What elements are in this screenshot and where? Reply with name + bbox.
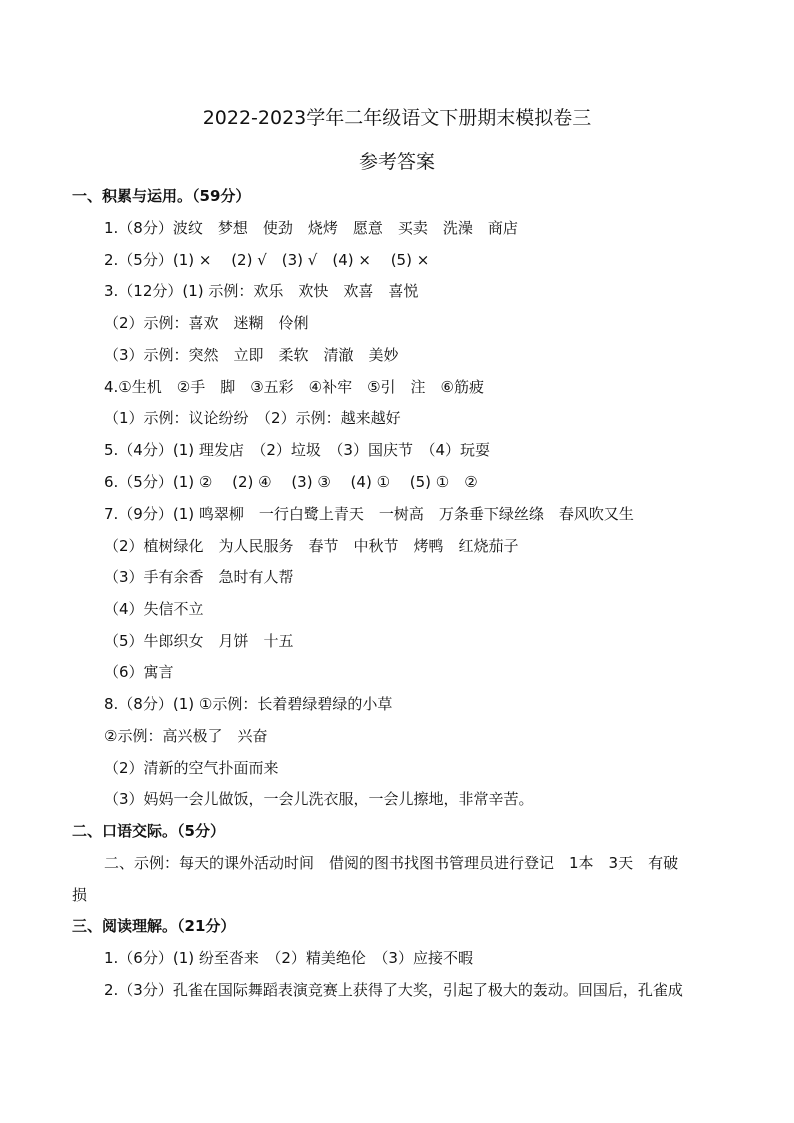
document-title: 2022-2023学年二年级语文下册期末模拟卷三 xyxy=(202,107,592,129)
answer-line: （3）示例：突然 立即 柔软 清澈 美妙 xyxy=(104,346,399,364)
answer-line: 4.①生机 ②手 脚 ③五彩 ④补牢 ⑤引 注 ⑥筋疲 xyxy=(104,378,484,396)
answer-line: （3）手有余香 急时有人帮 xyxy=(104,568,294,586)
answer-line: 3.（12分）(1) 示例：欢乐 欢快 欢喜 喜悦 xyxy=(104,282,419,300)
answer-line: 5.（4分）(1) 理发店 （2）垃圾 （3）国庆节 （4）玩耍 xyxy=(104,441,491,459)
answer-line: 1.（8分）波纹 梦想 使劲 烧烤 愿意 买卖 洗澡 商店 xyxy=(104,219,518,237)
answer-line: （4）失信不立 xyxy=(104,600,204,618)
section-3-heading: 三、阅读理解。（21分） xyxy=(72,917,236,935)
answer-line: （5）牛郎织女 月饼 十五 xyxy=(104,632,294,650)
answer-line: （6）寓言 xyxy=(104,663,174,681)
answer-line: 8.（8分）(1) ①示例：长着碧绿碧绿的小草 xyxy=(104,695,393,713)
answer-line: 1.（6分）(1) 纷至沓来 （2）精美绝伦 （3）应接不暇 xyxy=(104,949,473,967)
answer-line: （2）示例：喜欢 迷糊 伶俐 xyxy=(104,314,309,332)
answer-line: 6.（5分）(1) ② (2) ④ (3) ③ (4) ① (5) ① ② xyxy=(104,473,478,491)
answer-line: 2.（3分）孔雀在国际舞蹈表演竞赛上获得了大奖，引起了极大的轰动。回国后，孔雀成 xyxy=(104,981,683,999)
answer-line: ②示例：高兴极了 兴奋 xyxy=(104,727,268,745)
section-1-heading: 一、积累与运用。（59分） xyxy=(72,187,251,205)
answer-line: （3）妈妈一会儿做饭，一会儿洗衣服，一会儿擦地，非常辛苦。 xyxy=(104,790,534,808)
answer-line: （2）植树绿化 为人民服务 春节 中秋节 烤鸭 红烧茄子 xyxy=(104,537,519,555)
answer-line: 2.（5分）(1) × (2) √ (3) √ (4) × (5) × xyxy=(104,251,430,269)
answer-line: 7.（9分）(1) 鸣翠柳 一行白鹭上青天 一树高 万条垂下绿丝绦 春风吹又生 xyxy=(104,505,634,523)
answer-line: 损 xyxy=(72,886,88,904)
answer-line: 二、示例：每天的课外活动时间 借阅的图书找图书管理员进行登记 1本 3天 有破 xyxy=(104,854,679,872)
section-2-heading: 二、口语交际。（5分） xyxy=(72,822,225,840)
answer-line: （1）示例：议论纷纷 （2）示例：越来越好 xyxy=(104,409,401,427)
document-subtitle: 参考答案 xyxy=(358,151,435,173)
answer-line: （2）清新的空气扑面而来 xyxy=(104,759,279,777)
